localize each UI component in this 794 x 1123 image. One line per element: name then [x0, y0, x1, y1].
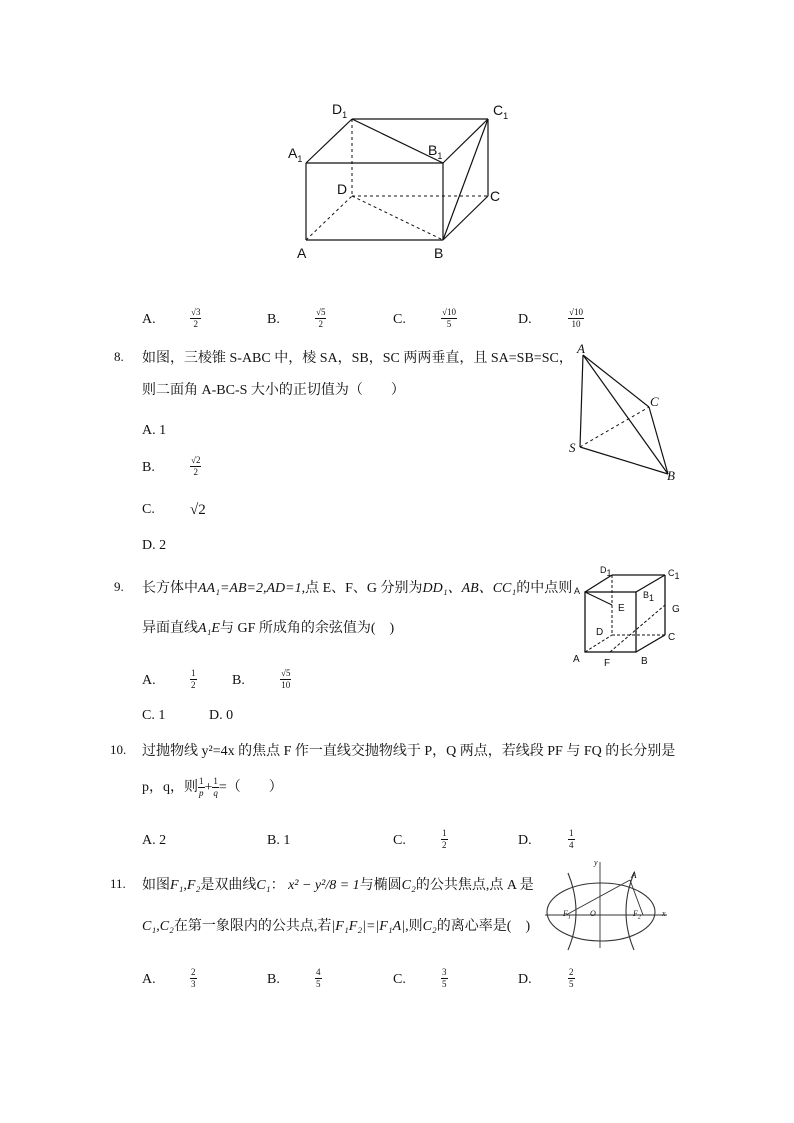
question-text-line2: 则二面角 A-BC-S 大小的正切值为（ ）	[142, 383, 405, 398]
q10-option-d-value: $\frac{1}{4}$	[569, 828, 574, 850]
label-B1: $B_1$	[428, 142, 443, 161]
question-text-line2: p，q，则 $\frac{1}{p}$ + $\frac{1}{q}$ =（ ）	[142, 776, 283, 799]
q9-label-D1: $D_1$	[600, 565, 612, 578]
q9-label-A: A	[573, 654, 580, 665]
q11-option-a-value: $\frac{2}{3}$	[191, 967, 196, 989]
q8-option-c[interactable]: C.	[142, 502, 155, 517]
q8-option-b[interactable]: B.	[142, 460, 155, 475]
q7-option-b-value: $\frac{√5}{2}$	[316, 307, 326, 329]
frac-1-over-p: $\frac{1}{p}$	[199, 776, 204, 799]
axis-y-label: y	[594, 858, 598, 867]
q9-label-B1: $B_1$	[643, 590, 655, 603]
frac-1-over-q: $\frac{1}{q}$	[213, 776, 218, 799]
question-number: 11.	[110, 876, 126, 891]
q7-option-d[interactable]: D.	[518, 312, 532, 327]
q11-option-d[interactable]: D.	[518, 972, 532, 987]
label-C: C	[490, 188, 501, 204]
q9-label-C1: $C_1$	[668, 568, 680, 581]
q10-option-a[interactable]: A. 2	[142, 833, 167, 848]
tetra-label-S: S	[569, 440, 576, 455]
q9-label-F: F	[604, 658, 611, 669]
q10-option-c-value: $\frac{1}{2}$	[442, 828, 447, 850]
q9-label-C: C	[668, 632, 676, 643]
tetra-label-B: B	[667, 468, 675, 483]
q8-option-a[interactable]: A. 1	[142, 423, 167, 438]
q10-option-c[interactable]: C.	[393, 833, 406, 848]
label-D: D	[337, 181, 348, 197]
question-text-line2: 异面直线A₁E与 GF 所成角的余弦值为( )	[142, 621, 395, 636]
label-A: A	[297, 245, 307, 261]
q9-label-D: D	[596, 627, 604, 638]
tetra-label-C: C	[650, 394, 659, 409]
q11-option-a[interactable]: A.	[142, 972, 156, 987]
q9-option-a[interactable]: A.	[142, 673, 156, 688]
q7-option-c[interactable]: C.	[393, 312, 406, 327]
q9-label-B: B	[641, 656, 648, 667]
question-number: 10.	[110, 742, 127, 757]
q10-option-b[interactable]: B. 1	[267, 833, 291, 848]
label-A1: $A_1$	[288, 145, 303, 164]
focus-F1-label: $F_1$	[563, 909, 571, 921]
q11-option-c-value: $\frac{3}{5}$	[442, 967, 447, 989]
q11-option-c[interactable]: C.	[393, 972, 406, 987]
point-A-label: A	[631, 870, 637, 880]
label-C1: $C_1$	[493, 102, 509, 121]
q9-label-E: E	[618, 603, 625, 614]
q8-option-d[interactable]: D. 2	[142, 538, 167, 553]
focus-F2-label: $F_2$	[633, 909, 641, 921]
question-text-line1: 过抛物线 y²=4x 的焦点 F 作一直线交抛物线于 P，Q 两点，若线段 PF 与 FQ 的长分别是	[142, 744, 676, 759]
axis-x-label: x	[662, 909, 666, 918]
q7-option-c-value: $\frac{√10}{5}$	[442, 307, 456, 329]
q10-option-d[interactable]: D.	[518, 833, 532, 848]
q9-label-A1: A	[574, 586, 581, 596]
label-D1: $D_1$	[332, 101, 348, 120]
q9-option-b[interactable]: B.	[232, 673, 245, 688]
q8-option-b-value: $\frac{√2}{2}$	[191, 455, 201, 477]
label-B: B	[434, 245, 444, 261]
q9-option-c[interactable]: C. 1	[142, 708, 166, 723]
q11-option-d-value: $\frac{2}{5}$	[569, 967, 574, 989]
q9-option-b-value: $\frac{√5}{10}$	[281, 668, 291, 690]
tetra-label-A: A	[577, 341, 585, 356]
q8-option-c-value: √2	[190, 502, 206, 518]
q7-option-b[interactable]: B.	[267, 312, 280, 327]
question-number: 9.	[114, 579, 124, 594]
q9-label-G: G	[672, 604, 680, 615]
q11-option-b-value: $\frac{4}{5}$	[316, 967, 321, 989]
question-text-line2: C₁,C₂在第一象限内的公共点,若|F₁F₂|=|F₁A|,则C₂的离心率是( )	[142, 919, 531, 934]
q9-option-a-value: $\frac{1}{2}$	[191, 668, 196, 690]
question-number: 8.	[114, 349, 124, 364]
q9-option-d[interactable]: D. 0	[209, 708, 234, 723]
question-text-line1: 如图，三棱锥 S-ABC 中，棱 SA，SB，SC 两两垂直，且 SA=SB=SC，	[142, 351, 573, 366]
q7-option-a-value: $\frac{√3}{2}$	[191, 307, 201, 329]
question-text-line1: 如图F₁,F₂是双曲线C₁： x² − y²/8 = 1与椭圆C₂的公共焦点,点 A 是	[142, 878, 534, 893]
question-text-line1: 长方体中AA₁=AB=2,AD=1,点 E、F、G 分别为DD₁、AB、CC₁的中点则	[142, 581, 573, 596]
q7-option-d-value: $\frac{√10}{10}$	[569, 307, 583, 329]
origin-O-label: O	[590, 909, 596, 918]
q7-option-a[interactable]: A.	[142, 312, 156, 327]
q11-option-b[interactable]: B.	[267, 972, 280, 987]
